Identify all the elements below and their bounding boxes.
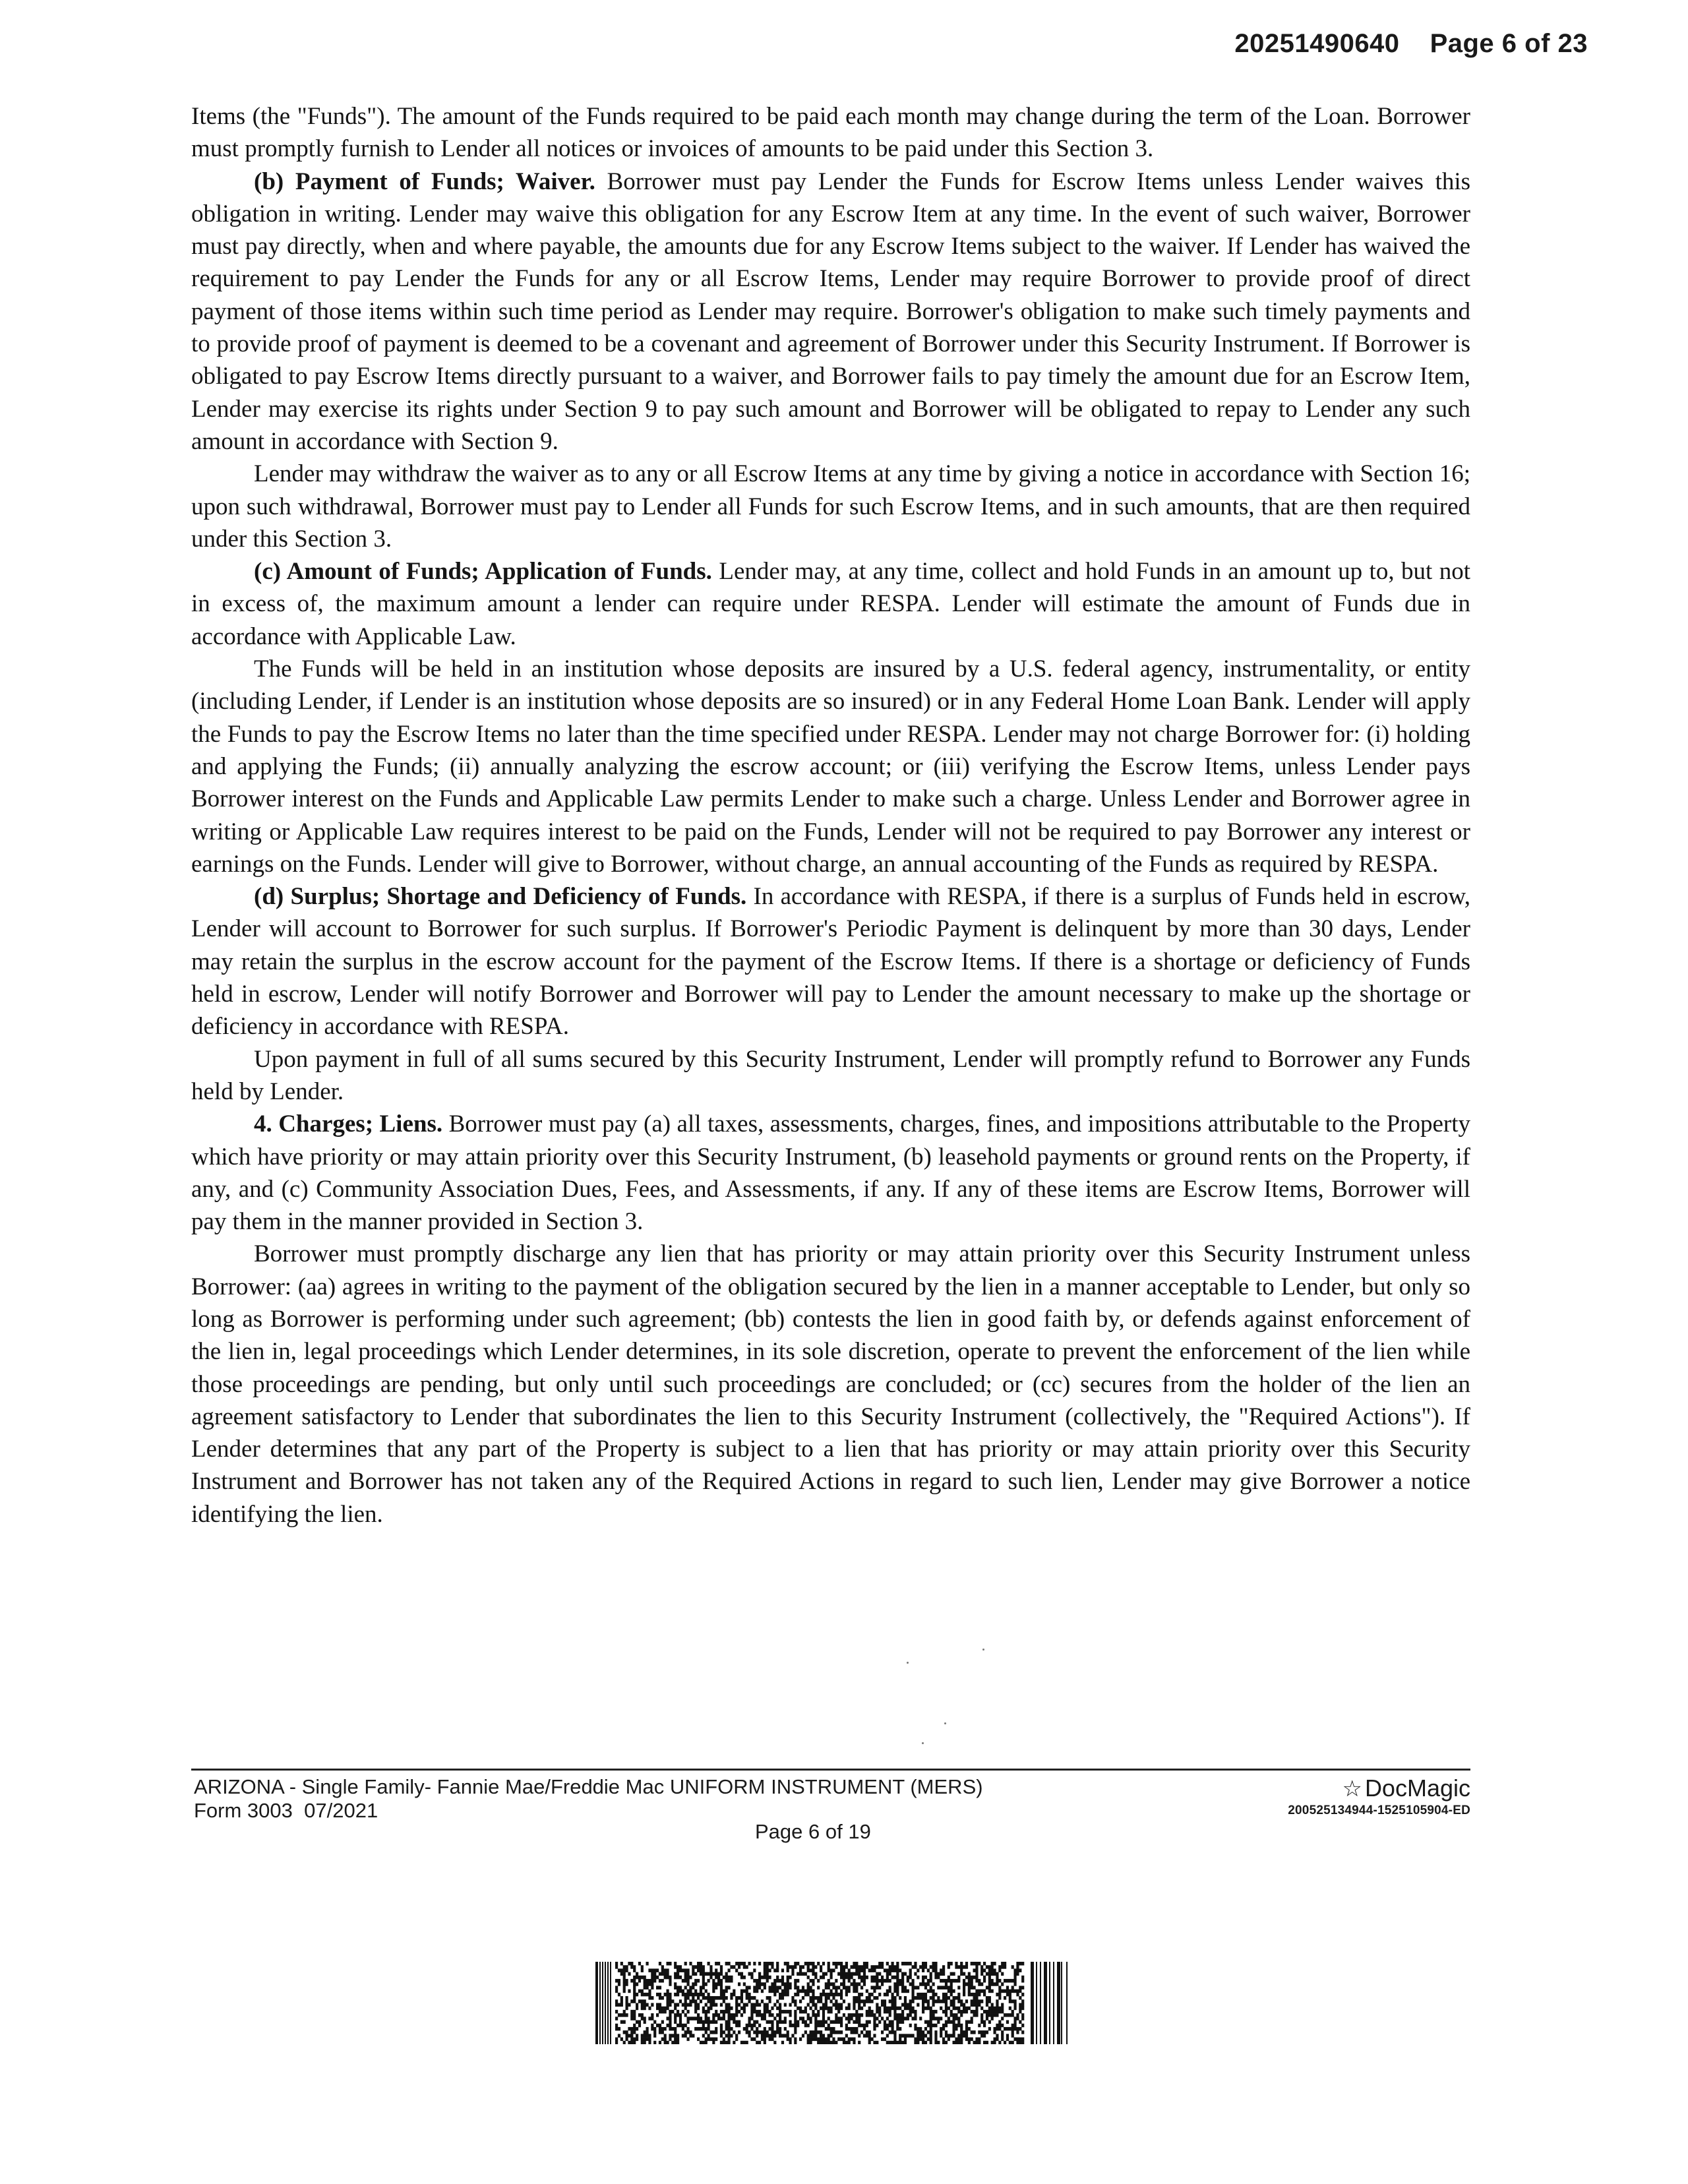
scan-speck [982,1649,984,1651]
paragraph [191,166,1470,458]
docmagic-branding [1288,1775,1470,1819]
paragraph [191,1108,1470,1238]
paragraph-text: Items (the "Funds"). The amount of the Funds required to be paid each month may change during the term of the Loan. Borrower must promptly furnish to Lender all notices or invoices of amounts to be paid under this Section 3. [191,103,1470,163]
paragraph [191,100,1470,166]
scan-speck [944,1722,946,1724]
paragraph [191,880,1470,1043]
document-body [191,100,1470,1531]
paragraph-text: Upon payment in full of all sums secured by this Security Instrument, Lender will promptly refund to Borrower any Funds held by Lender. [191,1045,1470,1105]
footer-divider [191,1769,1470,1771]
paragraph [191,458,1470,555]
barcode-image [595,1962,1070,2044]
section-heading: 4. Charges; Liens. [254,1110,443,1138]
star-outline-icon: ☆ [1342,1776,1362,1802]
paragraph-text: In accordance with RESPA, if there is a surplus of Funds held in escrow, Lender will account to Borrower for such surplus. If Borrower's Periodic Payment is delinquent by more than 30 days, Lender may retain the surplus in the escrow account for the payment of the Escrow Items. If there is a shortage or deficiency of Funds held in escrow, Lender will notify Borrower and Borrower will pay to Lender the amount necessary to make up the shortage or deficiency in accordance with RESPA. [191,883,1471,1041]
paragraph-text: Borrower must pay Lender the Funds for Escrow Items unless Lender waives this obligation in writing. Lender may waive this obligation for any Escrow Item at any time. In the event of such waiver, Borrower must pay directly, when and where payable, the amounts due for any Escrow Items subject to the waiver. If Lender has waived the requirement to pay Lender the Funds for any or all Escrow Items, Lender may require Borrower to provide proof of direct payment of those items within such time period as Lender may require. Borrower's obligation to make such timely payments and to provide proof of payment is deemed to be a covenant and agreement of Borrower under this Security Instrument. If Borrower is obligated to pay Escrow Items directly pursuant to a waiver, and Borrower fails to pay timely the amount due for an Escrow Item, Lender may exercise its rights under Section 9 to pay such amount and Borrower will be obligated to repay to Lender any such amount in accordance with Section 9. [191,167,1471,455]
paragraph-text: The Funds will be held in an institution whose deposits are insured by a U.S. federal agency, instrumentality, or entity (including Lender, if Lender is an institution whose deposits are so insured) or in any Federal Home Loan Bank. Lender will apply the Funds to pay the Escrow Items no later than the time specified under RESPA. Lender may not charge Borrower for: (i) holding and applying the Funds; (ii) annually analyzing the escrow account; or (iii) verifying the Escrow Items, unless Lender pays Borrower interest on the Funds and Applicable Law permits Lender to make such a charge. Unless Lender and Borrower agree in writing or Applicable Law requires interest to be paid on the Funds, Lender will not be required to pay Borrower any interest or earnings on the Funds. Lender will give to Borrower, without charge, an annual accounting of the Funds as required by RESPA. [191,655,1470,878]
form-number: Form 3003 07/2021 [194,1799,378,1822]
recording-header [1234,29,1588,59]
footer-page-number: Page 6 of 19 [755,1820,871,1843]
paragraph-text: Lender may withdraw the waiver as to any or all Escrow Items at any time by giving a notice in accordance with Section 16; upon such withdrawal, Borrower must pay to Lender all Funds for such Escrow Items, and in such amounts, that are then required under this Section 3. [191,460,1470,553]
section-heading: (b) Payment of Funds; Waiver. [254,167,595,195]
recording-page-label: Page 6 of 23 [1430,29,1588,58]
form-identifier [194,1775,983,1823]
section-heading: (c) Amount of Funds; Application of Funds. [254,558,712,586]
logo-text: DocMagic [1364,1774,1470,1802]
section-heading: (d) Surplus; Shortage and Deficiency of Funds. [254,883,747,911]
scan-speck [907,1662,909,1664]
form-title: ARIZONA - Single Family- Fannie Mae/Freddie Mac UNIFORM INSTRUMENT (MERS) [194,1775,983,1798]
document-id: 200525134944-1525105904-ED [1288,1804,1470,1817]
paragraph-text: Borrower must pay (a) all taxes, assessments, charges, fines, and impositions attributable to the Property which have priority or may attain priority over this Security Instrument, (b) leasehold payments or ground rents on the Property, if any, and (c) Community Association Dues, Fees, and Assessments, if any. If any of these items are Escrow Items, Borrower will pay them in the manner provided in Section 3. [191,1110,1471,1236]
docmagic-logo [1288,1775,1470,1802]
paragraph [191,555,1470,653]
paragraph [191,1043,1470,1108]
recording-number: 20251490640 [1234,29,1400,58]
paragraph [191,653,1470,880]
paragraph-text: Borrower must promptly discharge any lien that has priority or may attain priority over this Security Instrument unless Borrower: (aa) agrees in writing to the payment of the obligation secured by the lien in a manner acceptable to Lender, but only so long as Borrower is performing under such agreement; (bb) contests the lien in good faith by, or defends against enforcement of the lien in, legal proceedings which Lender determines, in its sole discretion, operate to prevent the enforcement of the lien while those proceedings are pending, but only until such proceedings are concluded; or (cc) secures from the holder of the lien an agreement satisfactory to Lender that subordinates the lien to this Security Instrument (collectively, the "Required Actions"). If Lender determines that any part of the Property is subject to a lien that has priority or may attain priority over this Security Instrument and Borrower has not taken any of the Required Actions in regard to such lien, Lender may give Borrower a notice identifying the lien. [191,1240,1470,1528]
paragraph-text: Lender may, at any time, collect and hold Funds in an amount up to, but not in excess of, the maximum amount a lender can require under RESPA. Lender will estimate the amount of Funds due in accordance with Applicable Law. [191,558,1471,650]
paragraph [191,1238,1470,1531]
scan-speck [922,1742,924,1744]
